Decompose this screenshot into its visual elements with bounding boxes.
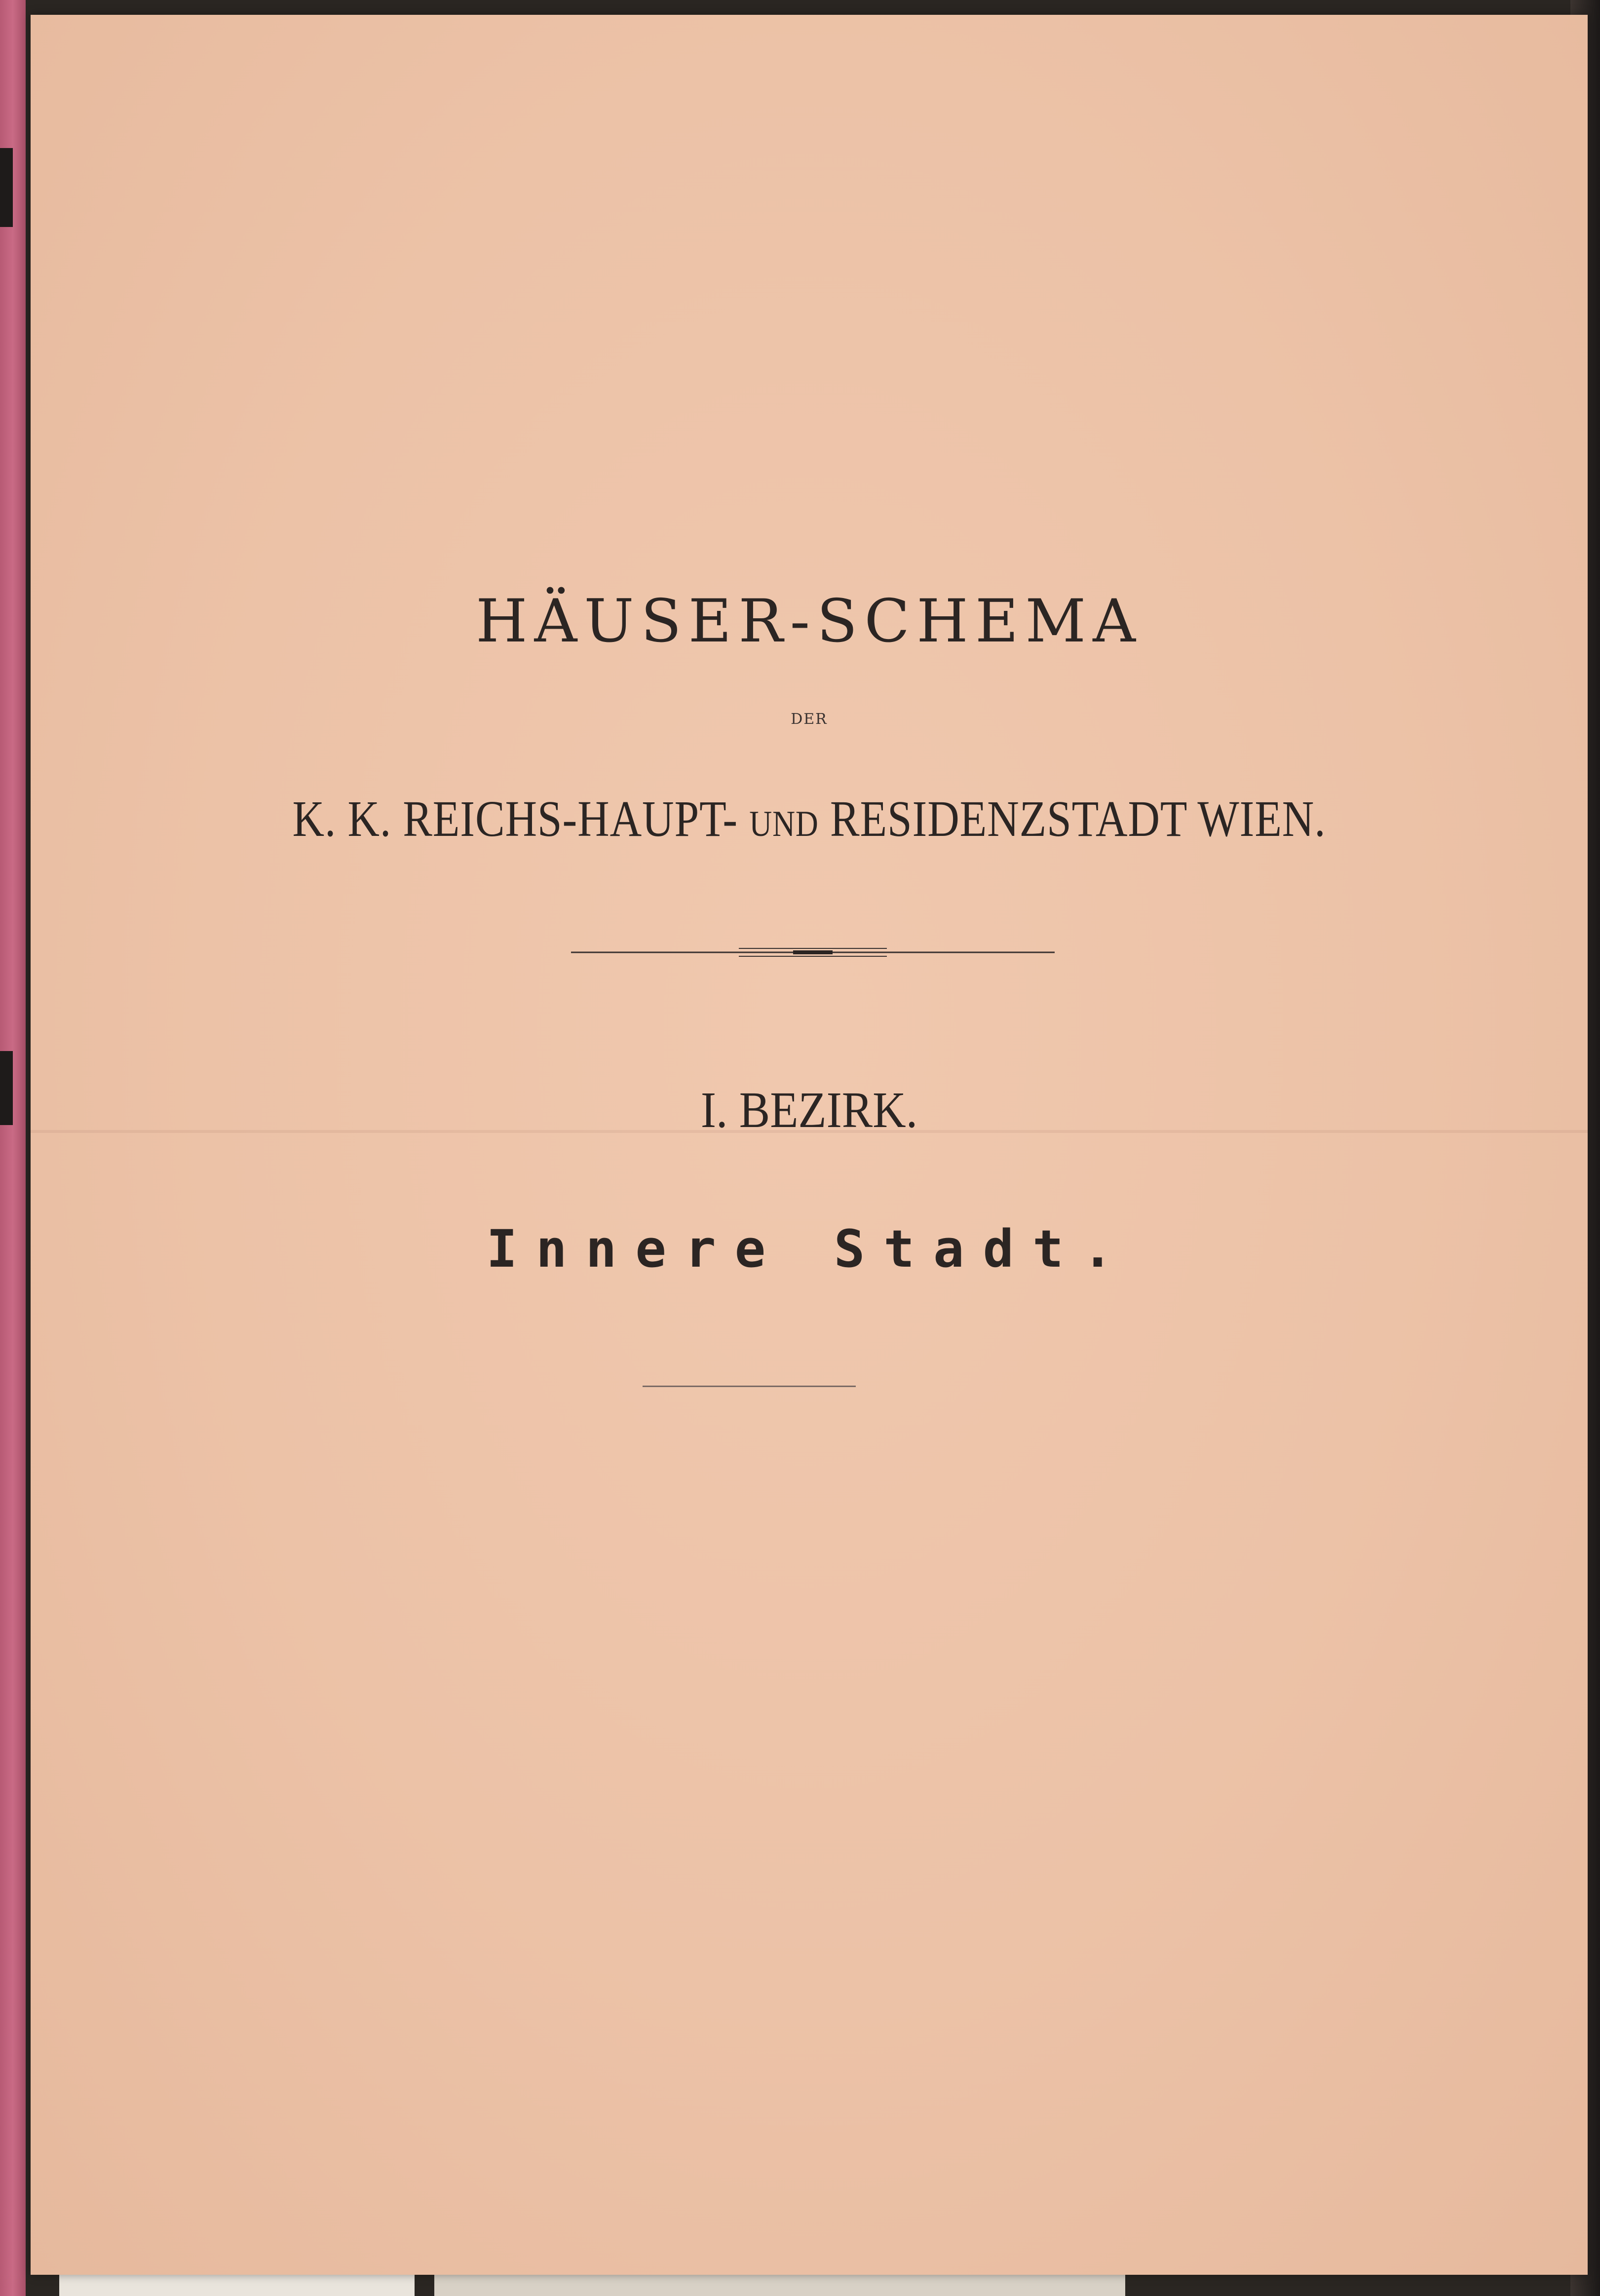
city-title — [140, 790, 1479, 848]
binding-tab — [0, 148, 13, 227]
connector-text: DER — [791, 711, 828, 728]
ornamental-rule — [571, 945, 1055, 960]
city-title-part1: K. K. REICHS-HAUPT- — [292, 790, 738, 847]
title-page — [31, 15, 1588, 2275]
binding-tab — [0, 1051, 13, 1125]
district-name: Innere Stadt. — [486, 1219, 1132, 1279]
district-heading: I. BEZIRK. — [700, 1082, 918, 1138]
main-title: HÄUSER-SCHEMA — [476, 587, 1143, 656]
binding-strip — [0, 0, 26, 2296]
closing-rule — [643, 1386, 856, 1387]
city-title-und: UND — [749, 804, 819, 844]
city-title-part2: RESIDENZSTADT WIEN. — [830, 790, 1326, 847]
